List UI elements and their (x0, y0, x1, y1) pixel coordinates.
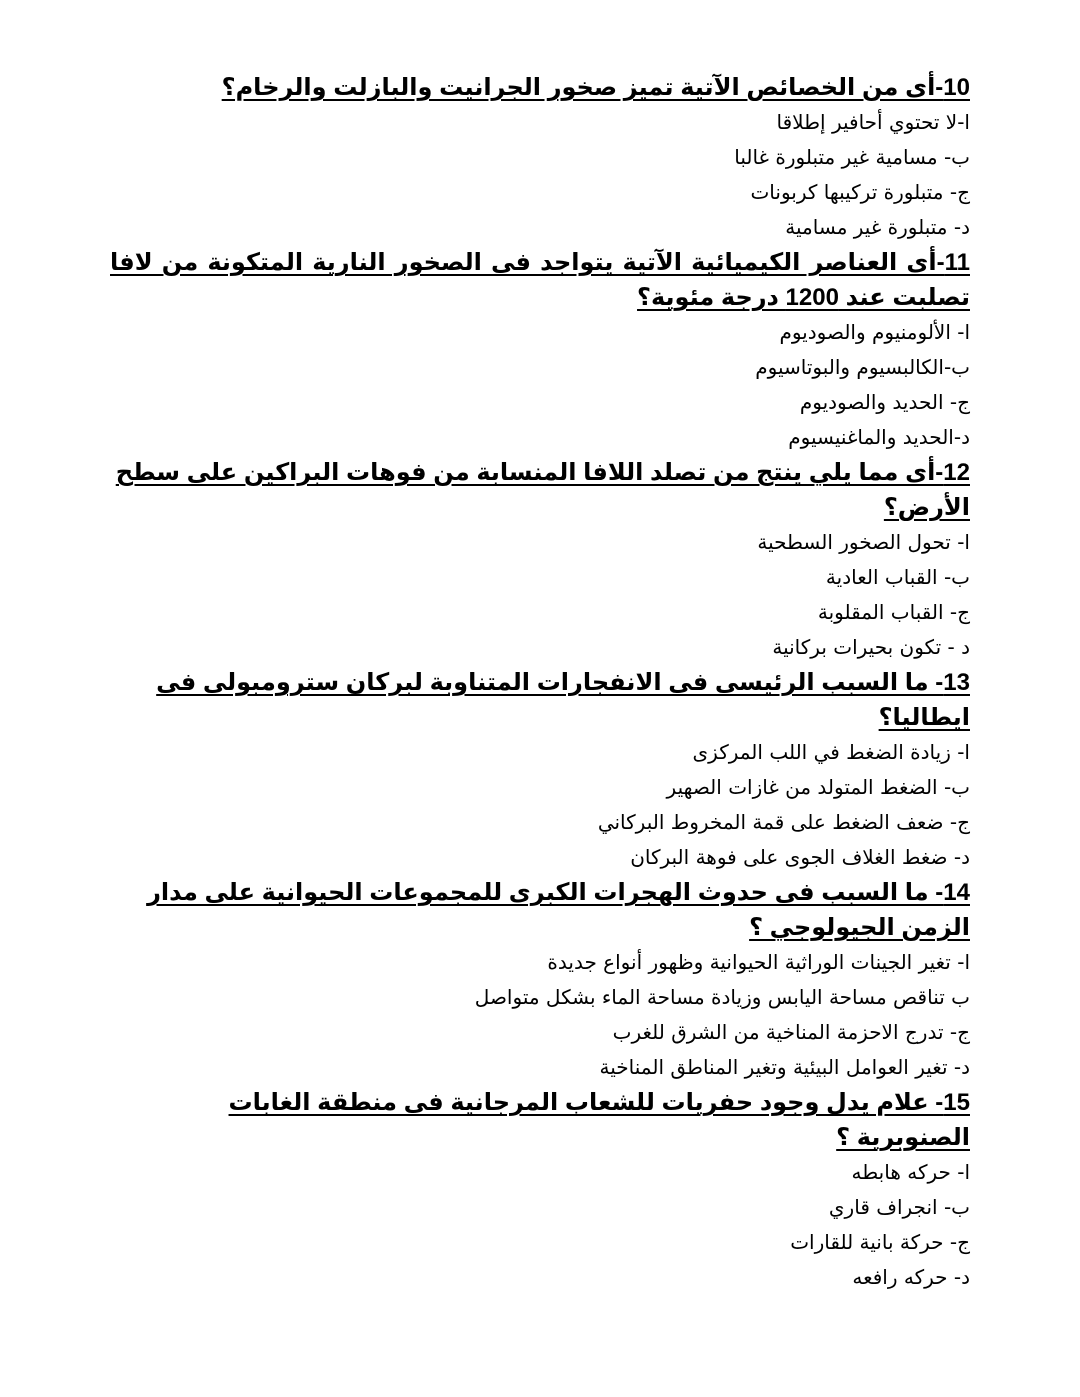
option-b: ب-الكالبسيوم والبوتاسيوم (755, 355, 970, 379)
option-a: ا- زيادة الضغط في اللب المركزى (692, 740, 970, 764)
options-list (110, 945, 970, 1085)
option-b: ب- القباب العادية (825, 565, 970, 589)
options-list (110, 735, 970, 875)
exam-page (110, 70, 970, 1295)
options-list (110, 105, 970, 245)
question-11 (110, 245, 970, 455)
options-list (110, 525, 970, 665)
options-list (110, 315, 970, 455)
question-12 (110, 455, 970, 665)
option-c: ج- حركة بانية للقارات (790, 1230, 970, 1254)
option-b: ب- مسامية غير متبلورة غالبا (734, 145, 970, 169)
option-c: ج- الحديد والصوديوم (799, 390, 970, 414)
question-title: 13- ما السبب الرئيسى فى الانفجارات المتناوبة لبركان سترومبولى فى ايطاليا؟ (156, 669, 970, 731)
option-c: ج- ضعف الضغط على قمة المخروط البركاني (597, 810, 970, 834)
option-b: ب تناقص مساحة اليابس وزيادة مساحة الماء بشكل متواصل (474, 985, 970, 1009)
option-c: ج- القباب المقلوبة (817, 600, 970, 624)
question-title: 12-أى مما يلي ينتج من تصلد اللافا المنسابة من فوهات البراكين على سطح الأرض؟ (115, 459, 970, 521)
option-b: ب- الضغط المتولد من غازات الصهير (666, 775, 970, 799)
option-a: ا- حركه هابطه (851, 1160, 970, 1184)
option-c: ج- تدرج الاحزمة المناخية من الشرق للغرب (612, 1020, 970, 1044)
question-title: 11-أى العناصر الكيميائية الآتية يتواجد فى الصخور النارية المتكونة من لافا تصلبت عند 1200 درجة مئوية؟ (110, 249, 970, 311)
option-d: د - تكون بحيرات بركانية (772, 635, 970, 659)
option-a: ا- تغير الجينات الوراثية الحيوانية وظهور أنواع جديدة (547, 950, 970, 974)
option-d: د- ضغط الغلاف الجوى على فوهة البركان (630, 845, 970, 869)
option-d: د- متبلورة غير مسامية (785, 215, 970, 239)
option-d: د-الحديد والماغنيسيوم (788, 425, 970, 449)
option-a: ا- الألومنيوم والصوديوم (779, 320, 970, 344)
options-list (110, 1155, 970, 1295)
option-a: ا- تحول الصخور السطحية (757, 530, 970, 554)
question-title: 10-أى من الخصائص الآتية تميز صخور الجرانيت والبازلت والرخام؟ (221, 74, 970, 101)
option-c: ج- متبلورة تركيبها كربونات (750, 180, 970, 204)
question-15 (110, 1085, 970, 1295)
question-13 (110, 665, 970, 875)
question-title: 15- علام يدل وجود حفريات للشعاب المرجانية فى منطقة الغابات الصنوبرية ؟ (228, 1089, 970, 1151)
question-14 (110, 875, 970, 1085)
option-d: د- تغير العوامل البيئية وتغير المناطق المناخية (599, 1055, 970, 1079)
question-title: 14- ما السبب فى حدوث الهجرات الكبرى للمجموعات الحيوانية على مدار الزمن الجيولوجي ؟ (147, 879, 970, 941)
question-10 (110, 70, 970, 245)
option-d: د- حركه رافعه (852, 1265, 970, 1289)
option-a: ا-لا تحتوي أحافير إطلاقا (776, 110, 970, 134)
option-b: ب- انجراف قاري (828, 1195, 970, 1219)
